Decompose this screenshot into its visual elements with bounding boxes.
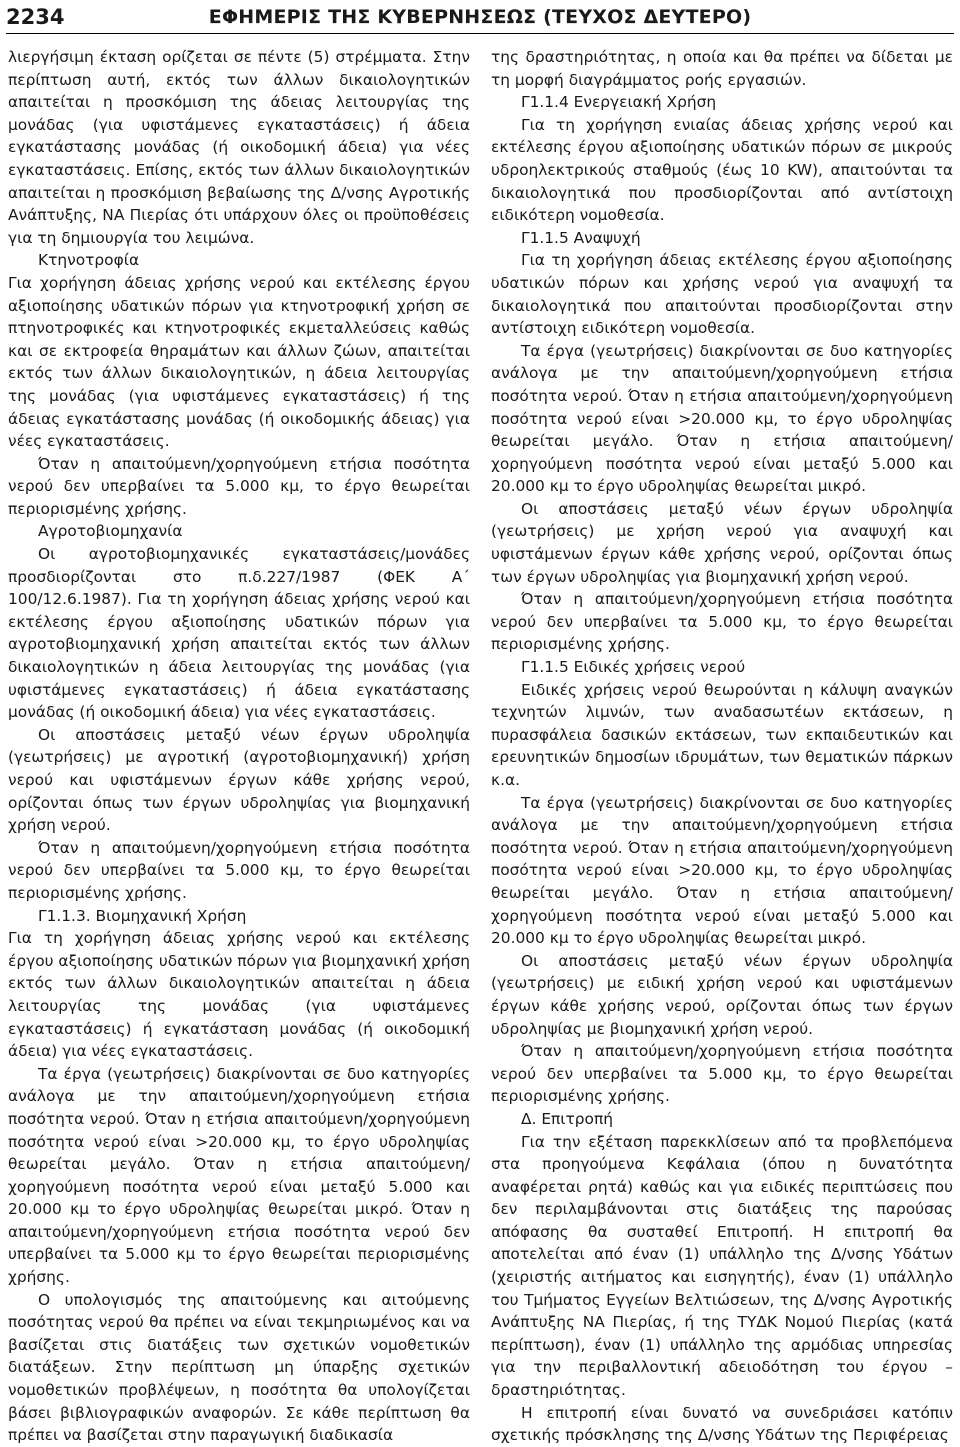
section-heading: Αγροτοβιομηχανία: [38, 522, 183, 541]
paragraph: Για χορήγηση άδειας χρήσης νερού και εκτέλεσης έργου αξιοποίησης υδατικών πόρων για κτηνοτροφική χρήση σε πτηνοτροφικές και κτηνοτροφικές εκμεταλλεύσεις καθώς και σε εκτροφεία θηραμάτων και άλλων ζώων, απαιτείται εκτός των άλλων δικαιολογητικών, η άδεια λειτουργίας της μονάδας (για υφιστάμενες εγκαταστάσεις) ή της άδειας εγκατάστασης μονάδας (ή οικοδομικής άδειας) για νέες εγκαταστάσεις.: [8, 273, 470, 451]
section-heading: Γ1.1.5 Αναψυχή: [521, 228, 641, 247]
page-header: [6, 0, 954, 34]
paragraph: Οι αποστάσεις μεταξύ νέων έργων υδροληψία (γεωτρήσεις) με αγροτική (αγροτοβιομηχανική) χρήση νερού και υφιστάμενων έργων κάθε χρήσης νερού, ορίζονται όπως των έργων υδροληψίας για βιομηχανική χρήση νερού.: [8, 725, 470, 835]
paragraph: Όταν η απαιτούμενη/χορηγούμενη ετήσια ποσότητα νερού δεν υπερβαίνει τα 5.000 κμ, το έργο θεωρείται περιορισμένης χρήσης.: [8, 838, 470, 902]
header-rule: [6, 33, 954, 34]
left-column: [8, 46, 470, 1447]
section-heading: Κτηνοτροφία: [38, 251, 140, 270]
paragraph: Όταν η απαιτούμενη/χορηγούμενη ετήσια ποσότητα νερού δεν υπερβαίνει τα 5.000 κμ, το έργο θεωρείται περιορισμένης χρήσης.: [491, 590, 953, 654]
page-number: 2234: [6, 5, 65, 29]
paragraph: Ειδικές χρήσεις νερού θεωρούνται η κάλυψη αναγκών τεχνητών λιμνών, των αναδασωτέων εκτάσεων, η πυρασφάλεια δασικών εκτάσεων, των εκπαιδευτικών και ερευνητικών δημοσίων ιδρυμάτων, των θεματικών πάρκων κ.α.: [491, 680, 953, 789]
paragraph: Όταν η απαιτούμενη/χορηγούμενη ετήσια ποσότητα νερού δεν υπερβαίνει τα 5.000 κμ, το έργο θεωρείται περιορισμένης χρήσης.: [491, 1042, 953, 1106]
paragraph: της δραστηριότητας, η οποία και θα πρέπει να δίδεται με τη μορφή διαγράμματος ροής εργασιών.: [491, 48, 953, 89]
paragraph: Τα έργα (γεωτρήσεις) διακρίνονται σε δυο κατηγορίες ανάλογα με την απαιτούμενη/χορηγούμενη ετήσια ποσότητα νερού. Όταν η ετήσια απαιτούμενη/χορηγούμενη ποσότητα νερού είναι >20.000 κμ, το έργο υδροληψίας θεωρείται μεγάλο. Όταν η ετήσια απαιτούμενη/χορηγούμενη ποσότητα νερού είναι μεταξύ 5.000 και 20.000 κμ το έργο υδροληψίας θεωρείται μικρό. Όταν η απαιτούμενη/χορηγούμενη ετήσια ποσότητα νερού δεν υπερβαίνει τα 5.000 κμ το έργο θεωρείται περιορισμένης χρήσης.: [8, 1064, 470, 1287]
paragraph: Οι αγροτοβιομηχανικές εγκαταστάσεις/μονάδες προσδιορίζονται στο π.δ.227/1987 (ΦΕΚ Α΄ 100/12.6.1987). Για τη χορήγηση άδειας χρήσης νερού και εκτέλεσης έργου αξιοποίησης υδατικών πόρων για αγροτοβιομηχανική χρήση απαιτείται εκτός των άλλων δικαιολογητικών η άδεια λειτουργίας της μονάδας (για υφιστάμενες εγκαταστάσεις) ή άδεια εγκατάστασης μονάδας (ή οικοδομική άδεια) για νέες εγκαταστάσεις.: [8, 545, 470, 722]
paragraph: λιεργήσιμη έκταση ορίζεται σε πέντε (5) στρέμματα. Στην περίπτωση αυτή, εκτός των άλλων δικαιολογητικών απαιτείται η προσκόμιση της άδειας λειτουργίας της μονάδας (για υφιστάμενες εγκαταστάσεις) ή άδεια εγκατάστασης μονάδας (ή οικοδομική άδεια) για νέες εγκαταστάσεις. Επίσης, εκτός των άλλων δικαιολογητικών απαιτείται η προσκόμιση βεβαίωσης της Δ/νσης Αγροτικής Ανάπτυξης, ΝΑ Πιερίας ότι υπάρχουν όλες οι προϋποθέσεις για τη δημιουργία του λειμώνα.: [8, 48, 470, 247]
paragraph: Τα έργα (γεωτρήσεις) διακρίνονται σε δυο κατηγορίες ανάλογα με την απαιτούμενη/χορηγούμενη ετήσια ποσότητα νερού. Όταν η ετήσια απαιτούμενη/χορηγούμενη ποσότητα νερού είναι >20.000 κμ, το έργο υδροληψίας θεωρείται μεγάλο. Όταν η ετήσια απαιτούμενη/χορηγούμενη ποσότητα νερού είναι μεταξύ 5.000 και 20.000 κμ το έργο υδροληψίας θεωρείται μικρό.: [491, 341, 953, 496]
section-heading: Γ1.1.5 Ειδικές χρήσεις νερού: [521, 658, 746, 677]
paragraph: Οι αποστάσεις μεταξύ νέων έργων υδροληψία (γεωτρήσεις) με χρήση νερού για αναψυχή και υφιστάμενων έργων κάθε χρήσης νερού, ορίζονται όπως των έργων υδροληψίας για βιομηχανική χρήση νερού.: [491, 499, 953, 586]
gazette-title: ΕΦΗΜΕΡΙΣ ΤΗΣ ΚΥΒΕΡΝΗΣΕΩΣ (ΤΕΥΧΟΣ ΔΕΥΤΕΡΟ): [208, 6, 752, 28]
paragraph: Η επιτροπή είναι δυνατό να συνεδριάσει κατόπιν σχετικής πρόσκλησης της Δ/νσης Υδάτων της Περιφέρειας: [491, 1403, 953, 1445]
paragraph: Για τη χορήγηση άδειας χρήσης νερού και εκτέλεσης έργου αξιοποίησης υδατικών πόρων για βιομηχανική χρήση εκτός των άλλων δικαιολογητικών απαιτείται η άδεια λειτουργίας της μονάδας (για υφιστάμενες εγκαταστάσεις) ή εγκατάσταση μονάδας (ή οικοδομική άδεια) για νέες εγκαταστάσεις.: [8, 929, 470, 1061]
paragraph: Τα έργα (γεωτρήσεις) διακρίνονται σε δυο κατηγορίες ανάλογα με την απαιτούμενη/χορηγούμενη ετήσια ποσότητα νερού. Όταν η ετήσια απαιτούμενη/χορηγούμενη ποσότητα νερού είναι >20.000 κμ, το έργο υδροληψίας θεωρείται μεγάλο. Όταν η ετήσια απαιτούμενη/χορηγούμενη ποσότητα νερού είναι μεταξύ 5.000 και 20.000 κμ το έργο υδροληψίας θεωρείται μικρό.: [491, 793, 953, 948]
section-heading: Γ1.1.4 Ενεργειακή Χρήση: [521, 93, 717, 112]
paragraph: Για την εξέταση παρεκκλίσεων από τα προβλεπόμενα στα προηγούμενα Κεφάλαια (όπου η δυνατότητα αναφέρεται ρητά) καθώς και για ειδικές περιπτώσεις που δεν περιλαμβάνονται στις διατάξεις της παρούσας απόφασης θα συσταθεί Επιτροπή. Η επιτροπή θα αποτελείται από έναν (1) υπάλληλο της Δ/νσης Υδάτων (χειριστής αιτήματος και εισηγητής), έναν (1) υπάλληλο του Τμήματος Εγγείων Βελτιώσεων, της Δ/νσης Αγροτικής Ανάπτυξης ΝΑ Πιερίας, ή της ΤΥΔΚ Νομού Πιερίας (κατά περίπτωση), έναν (1) υπάλληλο της αρμόδιας υπηρεσίας για την περιβαλλοντική αδειοδότηση του έργου – δραστηριότητας.: [491, 1132, 953, 1400]
paragraph: Οι αποστάσεις μεταξύ νέων έργων υδροληψία (γεωτρήσεις) με ειδική χρήση νερού και υφιστάμενων έργων κάθε χρήσης νερού, ορίζονται όπως των έργων υδροληψίας με βιομηχανική χρήση νερού.: [491, 951, 953, 1038]
paragraph: Για τη χορήγηση άδειας εκτέλεσης έργου αξιοποίησης υδατικών πόρων και χρήσης νερού για αναψυχή τα δικαιολογητικά που απαιτούνται προσδιορίζονται στην αντίστοιχη ειδικότερη νομοθεσία.: [491, 251, 953, 338]
section-heading: Δ. Επιτροπή: [521, 1109, 613, 1128]
paragraph: Για τη χορήγηση ενιαίας άδειας χρήσης νερού και εκτέλεσης έργου αξιοποίησης υδατικών πόρων σε μικρούς υδροηλεκτρικούς σταθμούς (έως 10 KW), απαιτούνται τα δικαιολογητικά που προσδιορίζονται από αντίστοιχη ειδικότερη νομοθεσία.: [491, 115, 953, 225]
paragraph: Ο υπολογισμός της απαιτούμενης και αιτούμενης ποσότητας νερού θα πρέπει να είναι τεκμηριωμένος και να βασίζεται στις διατάξεις των σχετικών νομοθετικών διατάξεων. Στην περίπτωση μη ύπαρξης σχετικών νομοθετικών προβλέψεων, η ποσότητα θα υπολογίζεται βάσει βιβλιογραφικών αναφορών. Σε κάθε περίπτωση θα πρέπει να βασίζεται στην παραγωγική διαδικασία: [8, 1290, 470, 1445]
right-column: [491, 46, 953, 1447]
section-heading: Γ1.1.3. Βιομηχανική Χρήση: [38, 906, 247, 925]
paragraph: Όταν η απαιτούμενη/χορηγούμενη ετήσια ποσότητα νερού δεν υπερβαίνει τα 5.000 κμ, το έργο θεωρείται περιορισμένης χρήσης.: [8, 454, 470, 518]
